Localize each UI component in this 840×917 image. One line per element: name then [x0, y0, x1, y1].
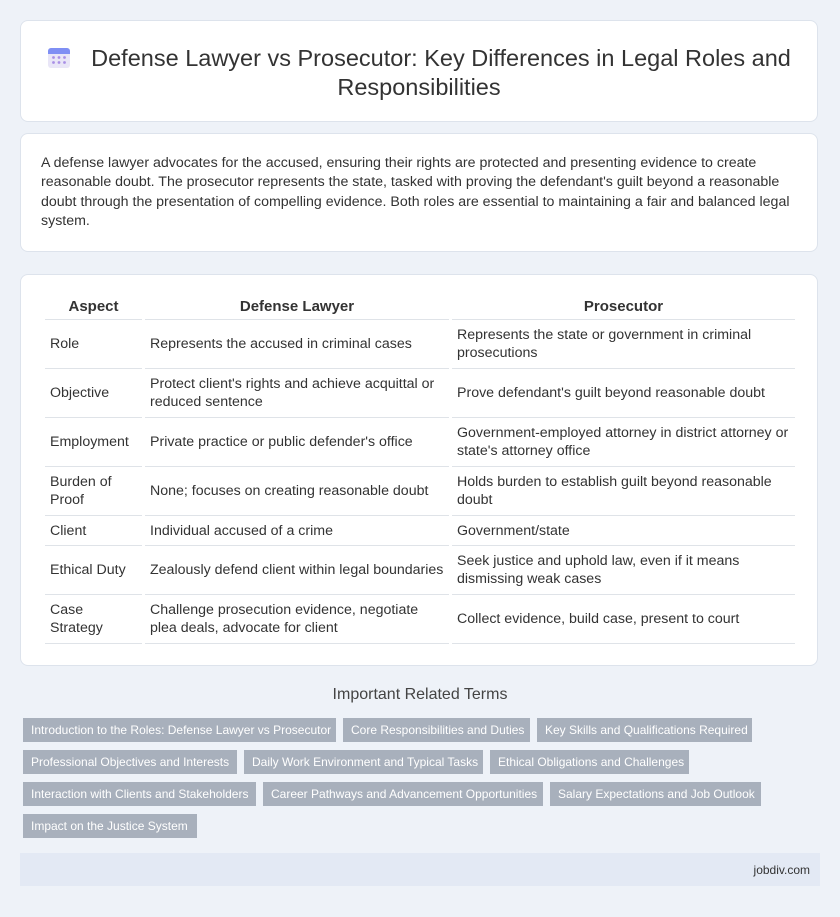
- intro-paragraph: A defense lawyer advocates for the accused, ensuring their rights are protected and presenting evidence to create reasonable doubt. The prosecutor represents the state, tasked with proving the defendant's guilt beyond a reasonable doubt through the presentation of compelling evidence. Both roles are essential to maintaining a fair and balanced legal system.: [41, 155, 790, 230]
- cell-defense: Challenge prosecution evidence, negotiate plea deals, advocate for client: [145, 595, 449, 644]
- cell-defense: Zealously defend client within legal boundaries: [145, 546, 449, 595]
- cell-aspect: Client: [45, 516, 142, 546]
- page-title: Defense Lawyer vs Prosecutor: Key Differences in Legal Roles and Responsibilities: [91, 45, 791, 100]
- related-term-tag[interactable]: Salary Expectations and Job Outlook: [550, 782, 761, 806]
- cell-defense: Individual accused of a crime: [145, 516, 449, 546]
- table-header-row: [45, 293, 795, 320]
- cell-prosecutor: Government/state: [452, 516, 795, 546]
- related-term-tag[interactable]: Ethical Obligations and Challenges: [490, 750, 689, 774]
- header-defense-lawyer: Defense Lawyer: [145, 293, 449, 320]
- table-row: [45, 546, 795, 595]
- calendar-icon: [47, 45, 71, 69]
- cell-aspect: Ethical Duty: [45, 546, 142, 595]
- cell-defense: None; focuses on creating reasonable doubt: [145, 467, 449, 516]
- related-term-tag[interactable]: Key Skills and Qualifications Required: [537, 718, 752, 742]
- footer-site-link[interactable]: jobdiv.com: [753, 863, 810, 877]
- related-term-tag[interactable]: Interaction with Clients and Stakeholders: [23, 782, 256, 806]
- table-row: [45, 516, 795, 546]
- cell-aspect: Employment: [45, 418, 142, 467]
- cell-prosecutor: Government-employed attorney in district attorney or state's attorney office: [452, 418, 795, 467]
- title-card: [20, 20, 818, 122]
- comparison-table: [42, 293, 798, 644]
- related-term-tag[interactable]: Daily Work Environment and Typical Tasks: [244, 750, 483, 774]
- cell-aspect: Case Strategy: [45, 595, 142, 644]
- intro-card: [20, 133, 818, 252]
- related-term-tag[interactable]: Career Pathways and Advancement Opportunities: [263, 782, 543, 806]
- table-row: [45, 595, 795, 644]
- cell-aspect: Burden of Proof: [45, 467, 142, 516]
- cell-aspect: Role: [45, 320, 142, 369]
- comparison-card: [20, 274, 818, 666]
- cell-defense: Represents the accused in criminal cases: [145, 320, 449, 369]
- related-term-tag[interactable]: Introduction to the Roles: Defense Lawyer vs Prosecutor: [23, 718, 336, 742]
- related-terms-title: Important Related Terms: [332, 686, 508, 703]
- cell-defense: Protect client's rights and achieve acquittal or reduced sentence: [145, 369, 449, 418]
- cell-prosecutor: Represents the state or government in criminal prosecutions: [452, 320, 795, 369]
- table-row: [45, 418, 795, 467]
- cell-prosecutor: Collect evidence, build case, present to court: [452, 595, 795, 644]
- footer: [20, 853, 820, 886]
- cell-defense: Private practice or public defender's office: [145, 418, 449, 467]
- table-row: [45, 369, 795, 418]
- cell-prosecutor: Seek justice and uphold law, even if it means dismissing weak cases: [452, 546, 795, 595]
- related-term-tag[interactable]: Professional Objectives and Interests: [23, 750, 237, 774]
- table-row: [45, 320, 795, 369]
- table-row: [45, 467, 795, 516]
- related-term-tag[interactable]: Impact on the Justice System: [23, 814, 197, 838]
- cell-prosecutor: Prove defendant's guilt beyond reasonable doubt: [452, 369, 795, 418]
- cell-aspect: Objective: [45, 369, 142, 418]
- header-prosecutor: Prosecutor: [452, 293, 795, 320]
- header-aspect: Aspect: [45, 293, 142, 320]
- cell-prosecutor: Holds burden to establish guilt beyond reasonable doubt: [452, 467, 795, 516]
- related-term-tag[interactable]: Core Responsibilities and Duties: [343, 718, 530, 742]
